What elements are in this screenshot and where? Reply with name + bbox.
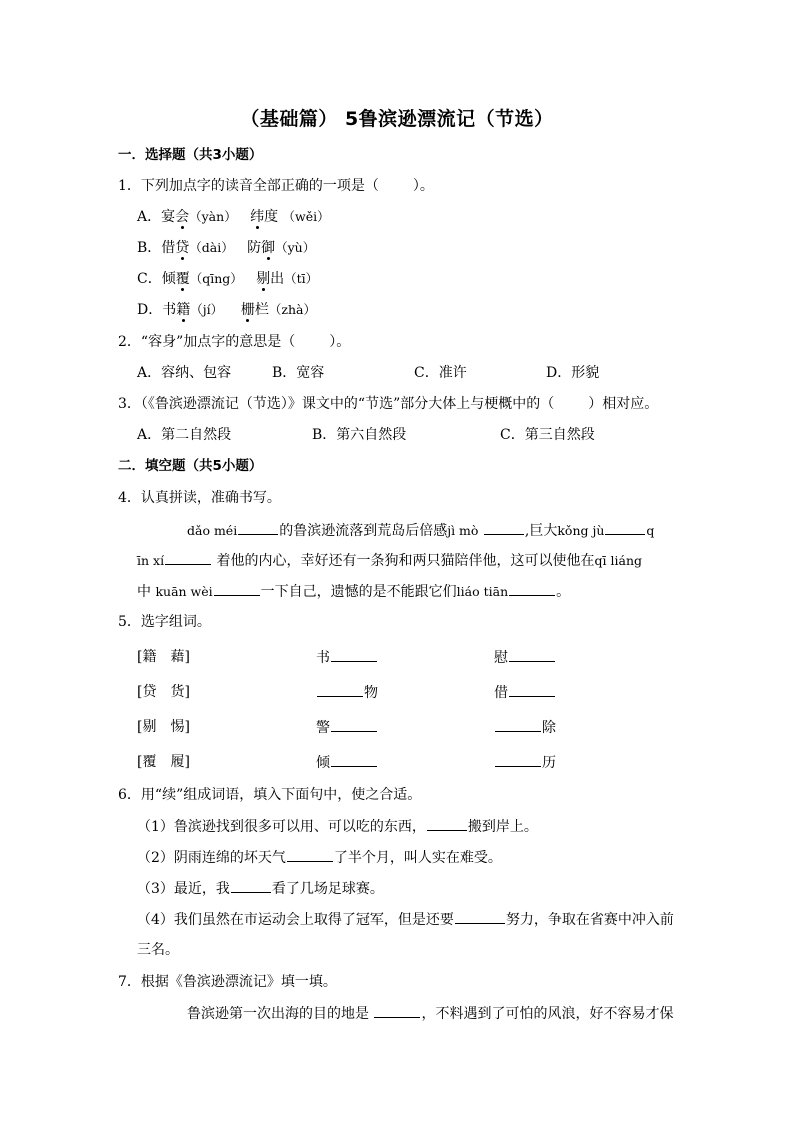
q5-word-1 (316, 752, 378, 773)
sentence-text: 着他的内心，幸好还有一条狗和两只猫陪伴他，这可以使他在 (216, 553, 595, 569)
question-3-stem-text: 3．（《鲁滨逊漂流记（节选）》课文中的“节选”部分大体上与梗概中的（ (118, 396, 555, 412)
sentence-text: 了半个月，叫人实在难受。 (333, 850, 502, 866)
option-pinyin-2: （zhà） (268, 302, 317, 317)
q6-sentence-3 (137, 878, 384, 899)
q5-word-2 (494, 682, 556, 703)
q5-word-1 (316, 647, 378, 668)
pinyin-prompt: dǎo méi (187, 523, 238, 538)
q3-option-a: A．第二自然段 (137, 427, 232, 443)
sentence-text: 。 (556, 584, 571, 600)
sentence-text: 搬到岸上。 (467, 819, 538, 835)
option-word-1: 借贷 (161, 240, 190, 256)
answer-blank[interactable] (287, 847, 333, 862)
answer-blank[interactable] (331, 752, 377, 767)
sentence-text: （1）鲁滨逊找到很多可以用、可以吃的东西， (137, 819, 426, 835)
answer-blank[interactable] (231, 878, 271, 893)
question-2-stem-text: 2．“容身”加点字的意思是（ (118, 334, 296, 350)
q4-line-2 (137, 550, 642, 571)
sentence-text: 的鲁滨逊流落到荒岛后倍感 (279, 523, 448, 539)
q5-word-1 (316, 717, 378, 738)
section-heading-choice: 一．选择题（共3小题） (118, 147, 263, 163)
option-label: A． (137, 209, 162, 225)
option-word-1: 宴会 (161, 209, 190, 225)
question-2-stem-end: ）。 (329, 334, 351, 350)
answer-blank[interactable] (509, 647, 555, 662)
pinyin-prompt: q (646, 523, 655, 538)
q5-char-pair: [剔 惕] (137, 719, 190, 735)
q1-option-a (137, 207, 330, 227)
option-pinyin-1: （jí） (190, 302, 224, 317)
q4-line-1 (187, 520, 654, 541)
section-heading-fill: 二．填空题（共5小题） (118, 458, 263, 474)
answer-blank[interactable] (495, 752, 541, 767)
answer-blank[interactable] (331, 717, 377, 732)
given-char: 倾 (316, 755, 330, 771)
q1-option-b (137, 238, 315, 258)
pinyin-prompt: kǒng jù (557, 523, 605, 538)
pinyin-prompt: jì mò (447, 523, 479, 538)
q5-char-pair: [籍 藉] (137, 649, 190, 665)
option-pinyin-2: （wěi） (282, 209, 330, 224)
answer-blank[interactable] (427, 816, 467, 831)
option-word-1: 书籍 (162, 302, 191, 318)
answer-blank[interactable] (455, 909, 505, 924)
pinyin-prompt: kuān wèi (155, 584, 213, 599)
answer-blank[interactable] (484, 520, 524, 535)
pinyin-prompt: qī liáng (594, 553, 643, 568)
option-word-2: 纬度 (250, 209, 279, 225)
answer-blank[interactable] (509, 682, 555, 697)
option-label: D． (137, 302, 163, 318)
given-char: 物 (364, 685, 378, 701)
sentence-text: 中 (137, 584, 151, 600)
option-pinyin-1: （yàn） (189, 209, 237, 224)
option-pinyin-2: （yù） (275, 240, 316, 255)
sentence-text: 一下自己，遗憾的是不能跟它们 (260, 584, 457, 600)
q5-word-1 (316, 682, 378, 703)
sentence-text: ,巨大 (524, 523, 558, 539)
q3-option-b: B．第六自然段 (312, 427, 407, 443)
q6-sentence-1 (137, 816, 538, 837)
answer-blank[interactable] (495, 717, 541, 732)
answer-blank[interactable] (509, 581, 555, 596)
question-1-stem (118, 176, 434, 196)
option-word-2: 栅栏 (240, 302, 269, 318)
question-3-stem-end: ）相对应。 (588, 396, 659, 412)
q5-word-2 (494, 752, 556, 773)
answer-blank[interactable] (317, 682, 363, 697)
answer-blank[interactable] (165, 550, 211, 565)
q2-option-d: D．形貌 (546, 365, 600, 381)
sentence-text: （3）最近，我 (137, 881, 230, 897)
given-char: 借 (494, 685, 508, 701)
question-3-stem (118, 394, 658, 414)
q5-word-2 (494, 717, 556, 738)
given-char: 除 (542, 720, 556, 736)
option-label: B． (137, 240, 162, 256)
option-word-2: 防御 (247, 240, 276, 256)
q5-word-2 (494, 647, 556, 668)
q6-sentence-4-cont: 三名。 (137, 942, 179, 958)
question-2-stem (118, 332, 350, 352)
question-7-stem: 7．根据《鲁滨逊漂流记》填一填。 (118, 974, 337, 990)
answer-blank[interactable] (331, 647, 377, 662)
given-char: 警 (316, 720, 330, 736)
question-5-stem: 5．选字组词。 (118, 614, 211, 630)
answer-blank[interactable] (214, 581, 260, 596)
option-pinyin-1: （dài） (189, 240, 234, 255)
answer-blank[interactable] (374, 1003, 420, 1018)
q6-sentence-2 (137, 847, 502, 868)
q5-char-pair: [覆 履] (137, 754, 190, 770)
option-word-1: 倾覆 (161, 271, 190, 287)
answer-blank[interactable] (605, 520, 645, 535)
sentence-text: 看了几场足球赛。 (271, 881, 384, 897)
option-pinyin-1: （qīng） (189, 271, 243, 286)
pinyin-prompt: liáo tiān (456, 584, 509, 599)
page-title: （基础篇） 5鲁滨逊漂流记（节选） (240, 108, 554, 130)
given-char: 慰 (494, 650, 508, 666)
q3-option-c: C．第三自然段 (500, 427, 595, 443)
given-char: 书 (316, 650, 330, 666)
question-6-stem: 6．用“续”组成词语，填入下面句中，使之合适。 (118, 787, 422, 803)
q7-line-1 (187, 1003, 673, 1024)
q6-sentence-4 (137, 909, 674, 930)
pinyin-prompt: īn xí (137, 553, 165, 568)
q5-char-pair: [贷 货] (137, 684, 190, 700)
q1-option-d (137, 300, 316, 320)
question-1-stem-text: 1．下列加点字的读音全部正确的一项是（ (118, 178, 379, 194)
q2-option-a: A．容纳、包容 (137, 365, 232, 381)
sentence-text: （2）阴雨连绵的坏天气 (137, 850, 286, 866)
option-label: C． (137, 271, 162, 287)
q1-option-c (137, 269, 318, 289)
question-1-stem-end: ）。 (412, 178, 434, 194)
option-pinyin-2: （tī） (284, 271, 319, 286)
q2-option-c: C．准许 (414, 365, 467, 381)
given-char: 历 (542, 755, 556, 771)
sentence-text: 努力，争取在省赛中冲入前 (505, 912, 674, 928)
sentence-text: ，不料遇到了可怕的风浪，好不容易才保 (421, 1006, 674, 1022)
sentence-text: 鲁滨逊第一次出海的目的地是 (187, 1006, 369, 1022)
option-word-2: 剔出 (256, 271, 285, 287)
sentence-text: （4）我们虽然在市运动会上取得了冠军，但是还要 (137, 912, 454, 928)
answer-blank[interactable] (238, 520, 278, 535)
q4-line-3 (137, 581, 570, 602)
q2-option-b: B．宽容 (272, 365, 325, 381)
question-4-stem: 4．认真拼读，准确书写。 (118, 490, 281, 506)
